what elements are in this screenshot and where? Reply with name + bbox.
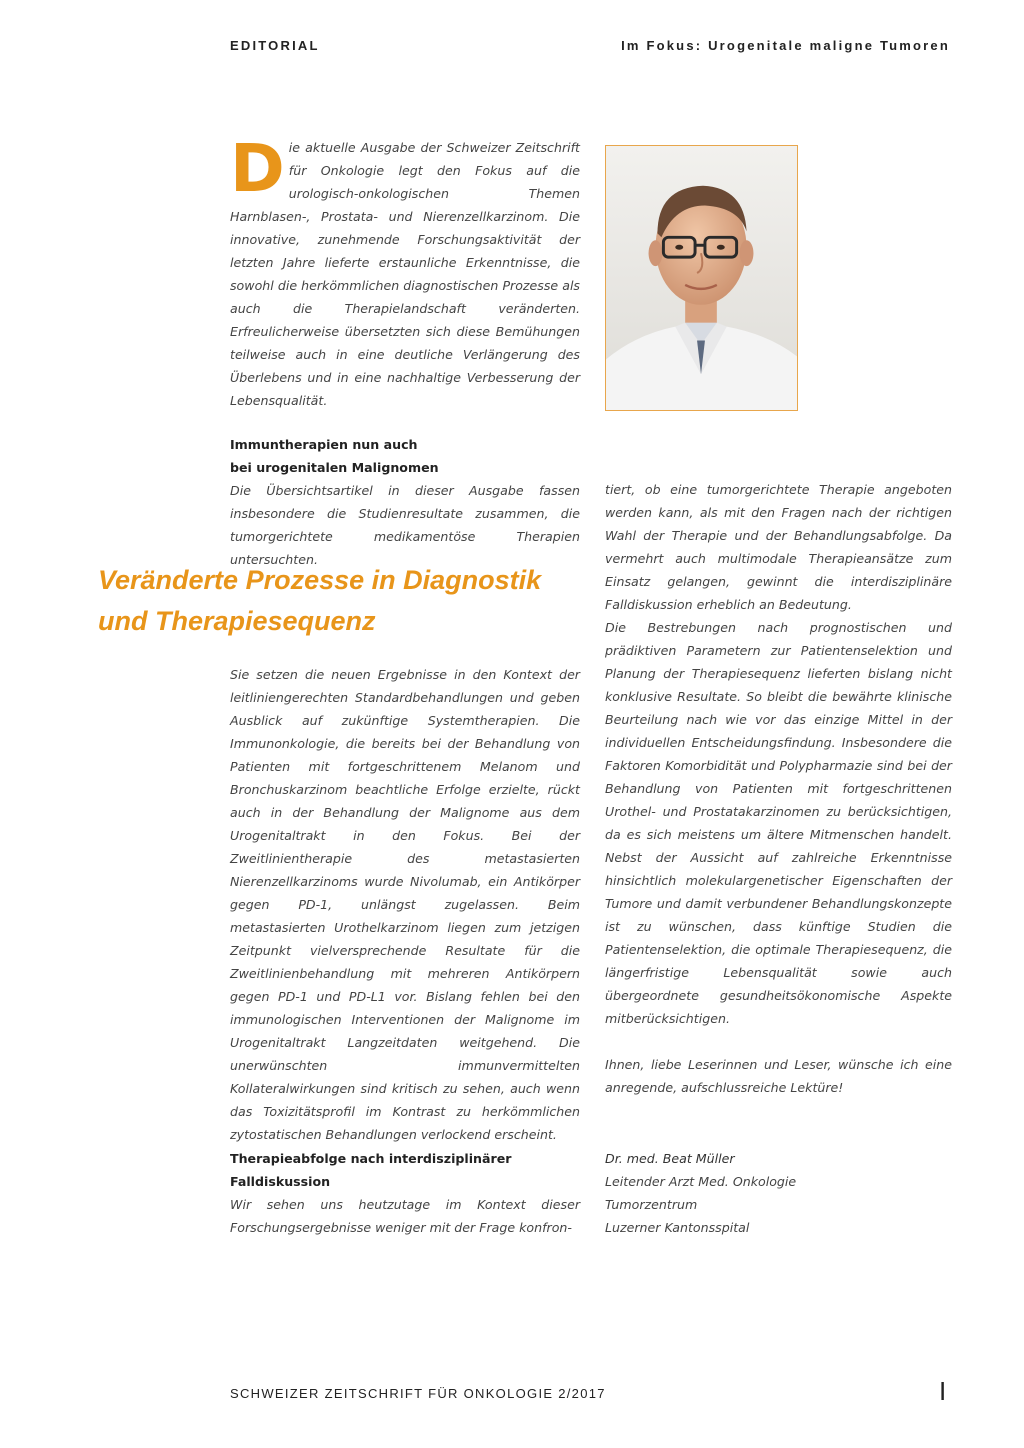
drop-cap: D [230,130,285,207]
signature-org: Luzerner Kantonsspital [605,1220,750,1235]
signature-role: Leitender Arzt Med. Onkologie [605,1174,797,1189]
page-number: I [939,1376,947,1406]
section2-heading-line2: Falldiskussion [230,1174,331,1189]
section1-heading-line2: bei urogenitalen Malignomen [230,460,439,475]
header-topic: Im Fokus: Urogenitale maligne Tumoren [621,38,950,53]
signature-dept: Tumorzentrum [605,1197,698,1212]
section1-block [230,433,580,571]
author-portrait [605,145,798,411]
signature-block [605,1147,952,1239]
pull-quote [98,560,578,642]
footer-journal: SCHWEIZER ZEITSCHRIFT FÜR ONKOLOGIE 2/2017 [230,1386,606,1401]
pull-quote-line2: und Therapiesequenz [98,606,376,636]
section2-heading-line1: Therapieabfolge nach interdisziplinärer [230,1151,512,1166]
section1-heading-line1: Immuntherapien nun auch [230,437,418,452]
section1-continued-block [230,663,580,1146]
section2-block [230,1147,580,1239]
intro-block [230,130,580,412]
section2-text: Wir sehen uns heutzutage im Kontext dieser Forschungsergebnisse weniger mit der Frage konfron- [230,1197,580,1235]
section1-text: Die Übersichtsartikel in dieser Ausgabe fassen insbesondere die Studienresultate zusammen, die tumorgerichtete medikamentöse Therapien untersuchten. [230,483,580,567]
signature-name: Dr. med. Beat Müller [605,1151,735,1166]
column2-para1: tiert, ob eine tumorgerichtete Therapie angeboten werden kann, als mit den Fragen nach der richtigen Wahl der Therapie und der Behandlungsabfolge. Da vermehrt auch multimodale Therapieansätze zum Einsatz gelangen, gewinnt die interdisziplinäre Falldiskussion erheblich an Bedeutung. [605,482,952,612]
section1-continued-text: Sie setzen die neuen Ergebnisse in den Kontext der leitliniengerechten Standardbehandlungen und geben Ausblick auf zukünftige Systemtherapien. Die Immunonkologie, die bereits bei der Behandlung von Patienten mit fortgeschrittenem Melanom und Bronchuskarzinom beachtliche Erfolge erzielte, rückt auch in der Behandlung der Malignome aus dem Urogenitaltrakt in den Fokus. Bei der Zweitlinientherapie des metastasierten Nierenzellkarzinoms wurde Nivolumab, ein Antikörper gegen PD-1, unlängst zugelassen. Beim metastasierten Urothelkarzinom liegen zum jetzigen Zeitpunkt vielversprechende Resultate für die Zweitlinienbehandlung mit mehreren Antikörpern gegen PD-1 und PD-L1 vor. Bislang fehlen bei den immunologischen Interventionen der Malignome im Urogenitaltrakt Langzeitdaten weitgehend. Die unerwünschten immunvermittelten Kollateralwirkungen sind kritisch zu sehen, auch wenn das Toxizitätsprofil im Kontrast zu herkömmlichen zytostatischen Behandlungen verlockend erscheint. [230,667,580,1142]
header-section: EDITORIAL [230,38,320,53]
intro-text: ie aktuelle Ausgabe der Schweizer Zeitschrift für Onkologie legt den Fokus auf die urologisch-onkologischen Themen Harnblasen-, Prostata- und Nierenzellkarzinom. Die innovative, zunehmende Forschungsaktivität der letzten Jahre lieferte erstaunliche Erkenntnisse, die sowohl die herkömmlichen diagnostischen Prozesse als auch die Therapielandschaft veränderten. Erfreulicherweise übersetzten sich diese Bemühungen teilweise auch in eine deutliche Verlängerung des Überlebens und in eine nachhaltige Verbesserung der Lebensqualität. [230,140,580,408]
column2-closing: Ihnen, liebe Leserinnen und Leser, wünsche ich eine anregende, aufschlussreiche Lektüre! [605,1057,952,1095]
column2-block [605,478,952,1099]
column2-para2: Die Bestrebungen nach prognostischen und prädiktiven Parametern zur Patientenselektion und Planung der Therapiesequenz lieferten bislang nicht konklusive Resultate. So bleibt die bewährte klinische Beurteilung nach wie vor das einzige Mittel in der individuellen Entscheidungsfindung. Insbesondere die Faktoren Komorbidität und Polypharmazie sind bei der Behandlung von Patienten mit fortgeschrittenen Urothel- und Prostatakarzinomen zu berücksichtigen, da es sich meistens um ältere Mitmenschen handelt. Nebst der Aussicht auf zahlreiche Erkenntnisse hinsichtlich molekulargenetischer Eigenschaften der Tumore und damit verbundener Behandlungskonzepte ist zu wünschen, dass künftige Studien die Patientenselektion, die optimale Therapiesequenz, die längerfristige Lebensqualität sowie auch übergeordnete gesundheitsökonomische Aspekte mitberücksichtigen. [605,620,952,1026]
pull-quote-line1: Veränderte Prozesse in Diagnostik [98,565,542,595]
